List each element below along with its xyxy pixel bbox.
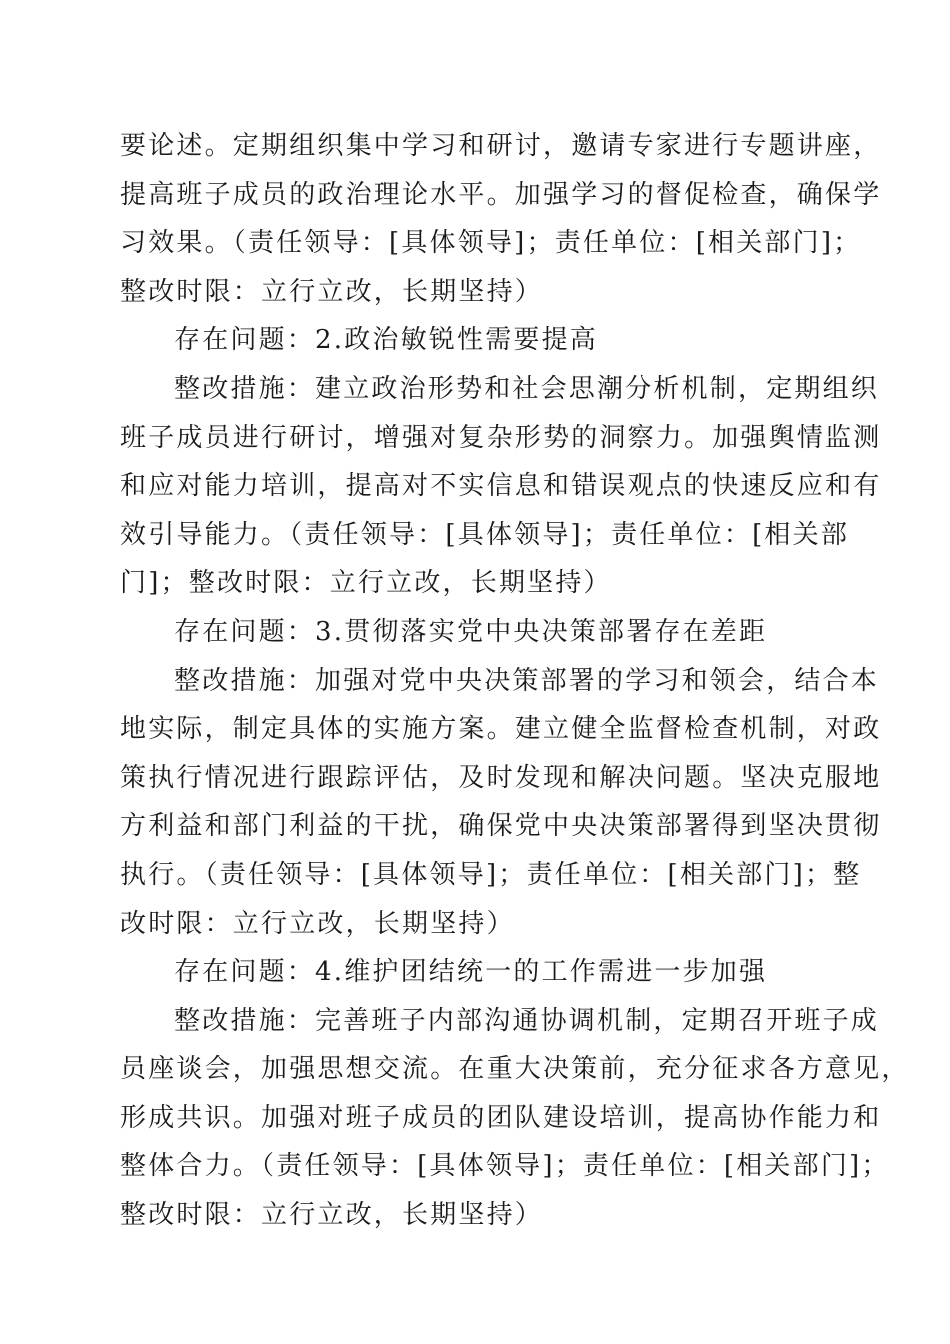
measure-text: 整改措施：完善班子内部沟通协调机制，定期召开班子成 [174, 1005, 880, 1036]
document-body [120, 122, 910, 1240]
text-line: 整改时限：立行立改，长期坚持） [120, 276, 544, 307]
measure-text: 整改措施：建立政治形势和社会思潮分析机制，定期组织 [174, 373, 880, 404]
issue-heading-2: 存在问题：2.政治敏锐性需要提高 [174, 325, 599, 356]
text-line: 地实际，制定具体的实施方案。建立健全监督检查机制，对政 [120, 714, 882, 745]
text-line: 形成共识。加强对班子成员的团队建设培训，提高协作能力和 [120, 1102, 882, 1133]
text-line: 整体合力。（责任领导：[具体领导]；责任单位：[相关部门]； [120, 1151, 890, 1182]
issue-heading-3: 存在问题：3.贯彻落实党中央决策部署存在差距 [174, 616, 768, 647]
text-line: 执行。（责任领导：[具体领导]；责任单位：[相关部门]；整 [120, 859, 862, 890]
text-line: 和应对能力培训，提高对不实信息和错误观点的快速反应和有 [120, 471, 882, 502]
text-line: 员座谈会，加强思想交流。在重大决策前，充分征求各方意见， [120, 1054, 910, 1085]
text-line: 效引导能力。（责任领导：[具体领导]；责任单位：[相关部 [120, 519, 850, 550]
text-line: 提高班子成员的政治理论水平。加强学习的督促检查，确保学 [120, 179, 882, 210]
text-line: 习效果。（责任领导：[具体领导]；责任单位：[相关部门]； [120, 228, 862, 259]
text-line: 班子成员进行研讨，增强对复杂形势的洞察力。加强舆情监测 [120, 422, 882, 453]
text-line: 改时限：立行立改，长期坚持） [120, 908, 515, 939]
text-line: 要论述。定期组织集中学习和研讨，邀请专家进行专题讲座， [120, 131, 882, 161]
measure-text: 整改措施：加强对党中央决策部署的学习和领会，结合本 [174, 665, 880, 696]
text-line: 门]；整改时限：立行立改，长期坚持） [120, 568, 612, 599]
text-line: 方利益和部门利益的干扰，确保党中央决策部署得到坚决贯彻 [120, 811, 882, 842]
text-line: 策执行情况进行跟踪评估，及时发现和解决问题。坚决克服地 [120, 762, 882, 793]
issue-heading-4: 存在问题：4.维护团结统一的工作需进一步加强 [174, 957, 768, 988]
text-line: 整改时限：立行立改，长期坚持） [120, 1200, 544, 1231]
